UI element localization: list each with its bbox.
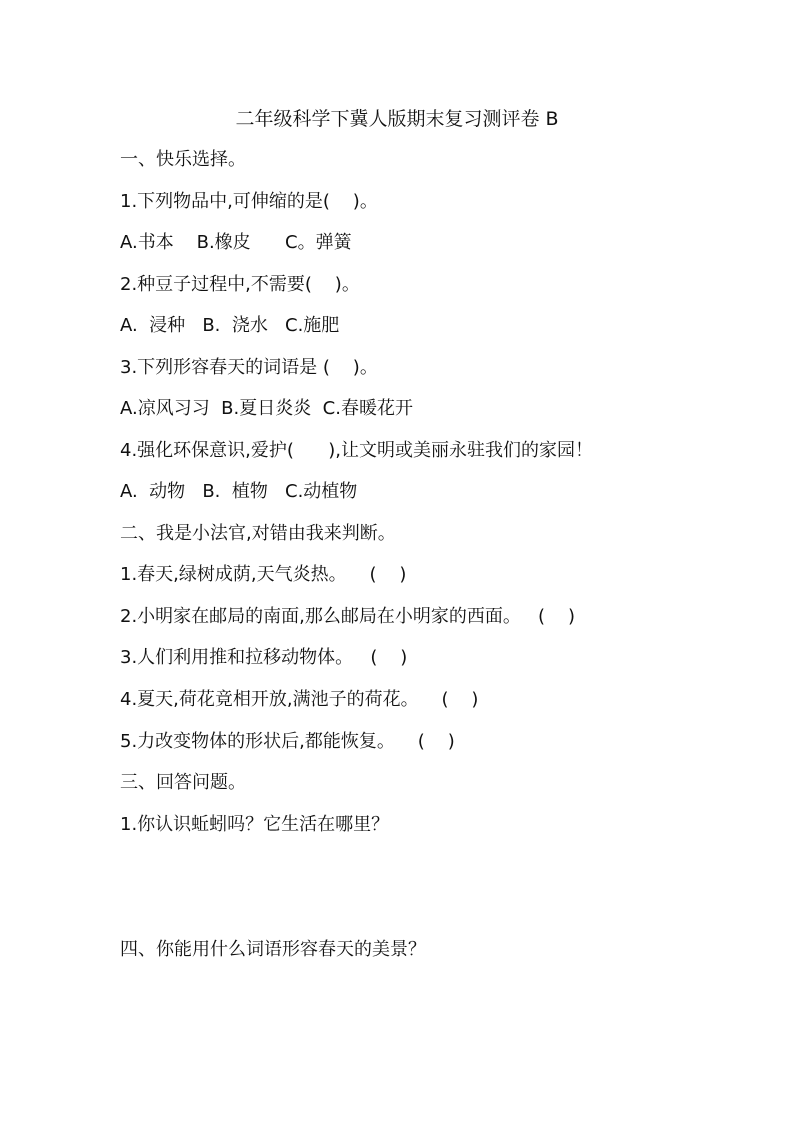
- page-title: 二年级科学下冀人版期末复习测评卷 B: [235, 108, 559, 130]
- judgement-item-1: 1.春天,绿树成荫,天气炎热。 ( ): [120, 564, 407, 585]
- question-1-stem: 1.下列物品中,可伸缩的是( )。: [120, 191, 378, 212]
- section1-heading: 一、快乐选择。: [120, 149, 246, 170]
- answer-question-1: 1.你认识蚯蚓吗？它生活在哪里？: [120, 814, 390, 835]
- question-3-stem: 3.下列形容春天的词语是 ( )。: [120, 357, 378, 378]
- judgement-item-5: 5.力改变物体的形状后,都能恢复。 ( ): [120, 731, 455, 752]
- section4-heading: 四、你能用什么词语形容春天的美景？: [120, 939, 426, 960]
- judgement-item-4: 4.夏天,荷花竟相开放,满池子的荷花。 ( ): [120, 689, 479, 710]
- question-1-options: A.书本 B.橡皮 C。弹簧: [120, 232, 352, 253]
- judgement-item-2: 2.小明家在邮局的南面,那么邮局在小明家的西面。 ( ): [120, 606, 575, 627]
- question-4-stem: 4.强化环保意识,爱护( ),让文明或美丽永驻我们的家园！: [120, 440, 593, 461]
- section2-heading: 二、我是小法官,对错由我来判断。: [120, 523, 396, 544]
- judgement-item-3: 3.人们利用推和拉移动物体。 ( ): [120, 647, 408, 668]
- question-4-options: A. 动物 B. 植物 C.动植物: [120, 481, 358, 502]
- question-2-stem: 2.种豆子过程中,不需要( )。: [120, 274, 360, 295]
- question-2-options: A. 浸种 B. 浇水 C.施肥: [120, 315, 340, 336]
- question-3-options: A.凉风习习 B.夏日炎炎 C.春暖花开: [120, 398, 413, 419]
- section3-heading: 三、回答问题。: [120, 772, 246, 793]
